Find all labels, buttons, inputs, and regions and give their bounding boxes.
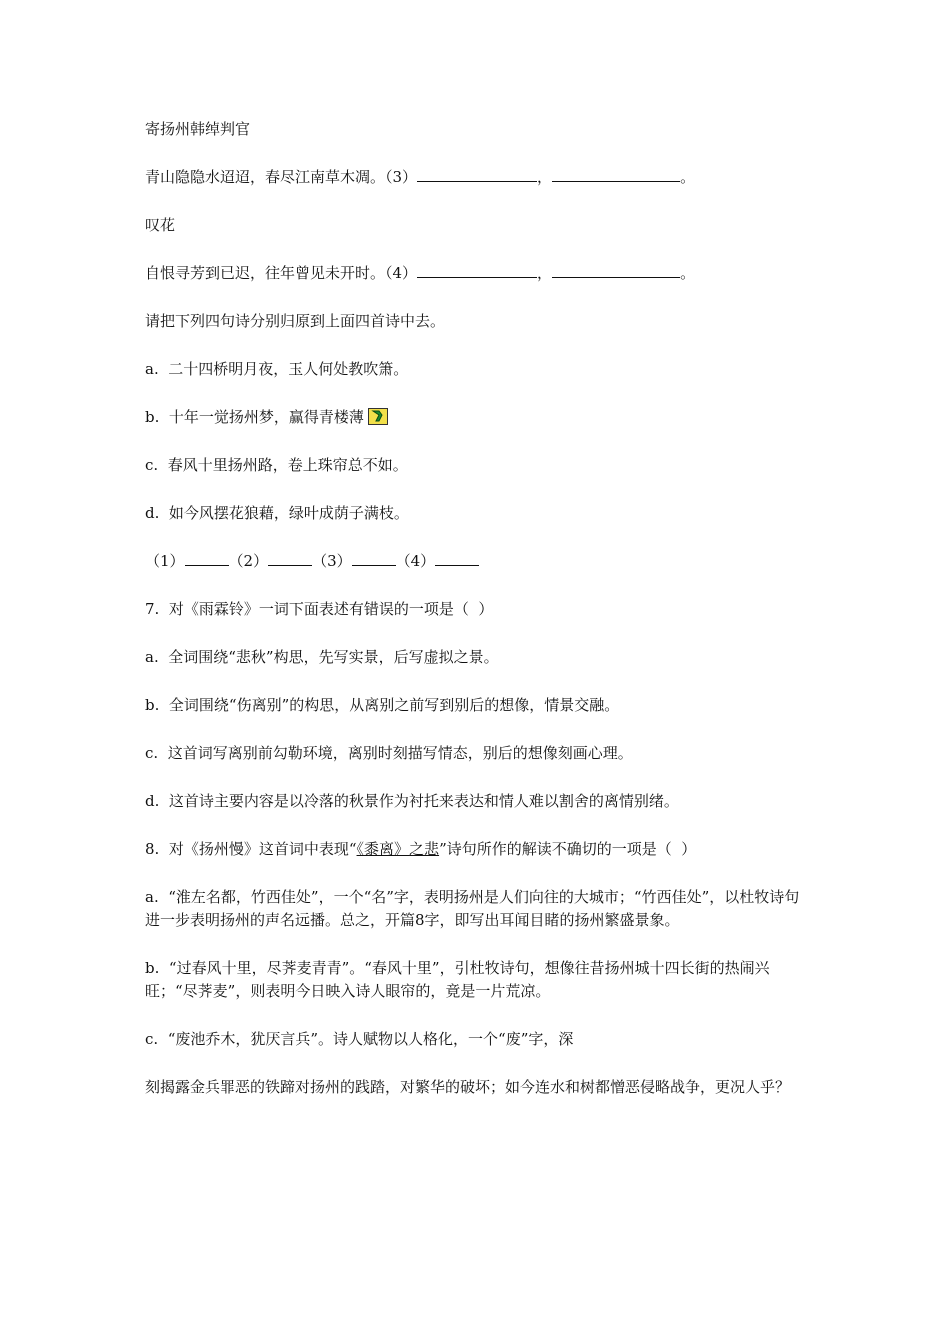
option-a: a. 二十四桥明月夜，玉人何处教吹箫。 <box>145 360 409 378</box>
q8-stem-pre: 8. 对《扬州慢》这首词中表现“ <box>145 840 357 858</box>
poem3-title: 寄扬州韩绰判官 <box>145 120 251 138</box>
q8-stem-underline-2: 之悲 <box>409 840 440 858</box>
answer-blank-3[interactable] <box>352 551 396 566</box>
q8-option-c: c. “废池乔木，犹厌言兵”。诗人赋物以人格化，一个“废”字，深 <box>145 1030 574 1048</box>
q8-option-a: a. “淮左名都，竹西佳处”，一个“名”字，表明扬州是人们向往的大城市；“竹西佳处”，以杜牧诗句进一步表明扬州的声名远播。总之，开篇8字，即写出耳闻目睹的扬州繁盛景象。 <box>145 888 800 929</box>
q7-option-a: a. 全词围绕“悲秋”构思，先写实景，后写虚拟之景。 <box>145 648 499 666</box>
q7-option-c: c. 这首词写离别前勾勒环境，离别时刻描写情态，别后的想像刻画心理。 <box>145 744 633 762</box>
option-b-text: b. 十年一觉扬州梦，赢得青楼薄 <box>145 408 364 426</box>
answer-row <box>145 550 810 573</box>
document-page <box>145 118 810 1124</box>
option-d: d. 如今风摆花狼藉，绿叶成荫子满枝。 <box>145 504 409 522</box>
answer-blank-4[interactable] <box>435 551 479 566</box>
poem3-text: 青山隐隐水迢迢，春尽江南草木凋。（3） <box>145 168 418 186</box>
answer-label-2: （2） <box>228 552 269 570</box>
poem3-line <box>145 166 810 189</box>
answer-blank-3a[interactable] <box>417 167 537 182</box>
poem3-sep: ， <box>537 168 553 186</box>
poem3-end: 。 <box>680 168 696 186</box>
instruction: 请把下列四句诗分别归原到上面四首诗中去。 <box>145 312 446 330</box>
option-b <box>145 406 810 429</box>
answer-blank-1[interactable] <box>185 551 229 566</box>
q7-option-b: b. 全词围绕“伤离别”的构思，从离别之前写到别后的想像，情景交融。 <box>145 696 620 714</box>
poem4-text: 自恨寻芳到已迟，往年曾见未开时。（4） <box>145 264 418 282</box>
answer-label-4: （4） <box>395 552 436 570</box>
poem4-line <box>145 262 810 285</box>
answer-blank-4a[interactable] <box>417 263 537 278</box>
q8-stem-post: ”诗句所作的解读不确切的一项是（ ） <box>439 840 697 858</box>
q7-stem: 7. 对《雨霖铃》一词下面表述有错误的一项是（ ） <box>145 600 494 618</box>
answer-blank-2[interactable] <box>268 551 312 566</box>
q8-stem-underline-1: 《黍离》 <box>356 840 410 858</box>
q7-option-d: d. 这首诗主要内容是以冷落的秋景作为衬托来表达和情人难以割舍的离情别绪。 <box>145 792 679 810</box>
answer-blank-3b[interactable] <box>552 167 680 182</box>
poem4-title: 叹花 <box>145 216 176 234</box>
q8-option-b: b. “过春风十里，尽荠麦青青”。“春风十里”，引杜牧诗句，想像往昔扬州城十四长街的热闹兴旺；“尽荠麦”，则表明今日映入诗人眼帘的，竟是一片荒凉。 <box>145 959 770 1000</box>
poem4-sep: ， <box>537 264 553 282</box>
answer-label-1: （1） <box>145 552 185 570</box>
embedded-image-icon <box>368 408 388 425</box>
answer-blank-4b[interactable] <box>552 263 680 278</box>
answer-label-3: （3） <box>312 552 352 570</box>
poem4-end: 。 <box>680 264 696 282</box>
q8-stem <box>145 838 810 861</box>
option-c: c. 春风十里扬州路，卷上珠帘总不如。 <box>145 456 408 474</box>
q8-option-c-continued: 刻揭露金兵罪恶的铁蹄对扬州的践踏，对繁华的破坏；如今连水和树都憎恶侵略战争，更况人乎？ <box>145 1078 791 1096</box>
